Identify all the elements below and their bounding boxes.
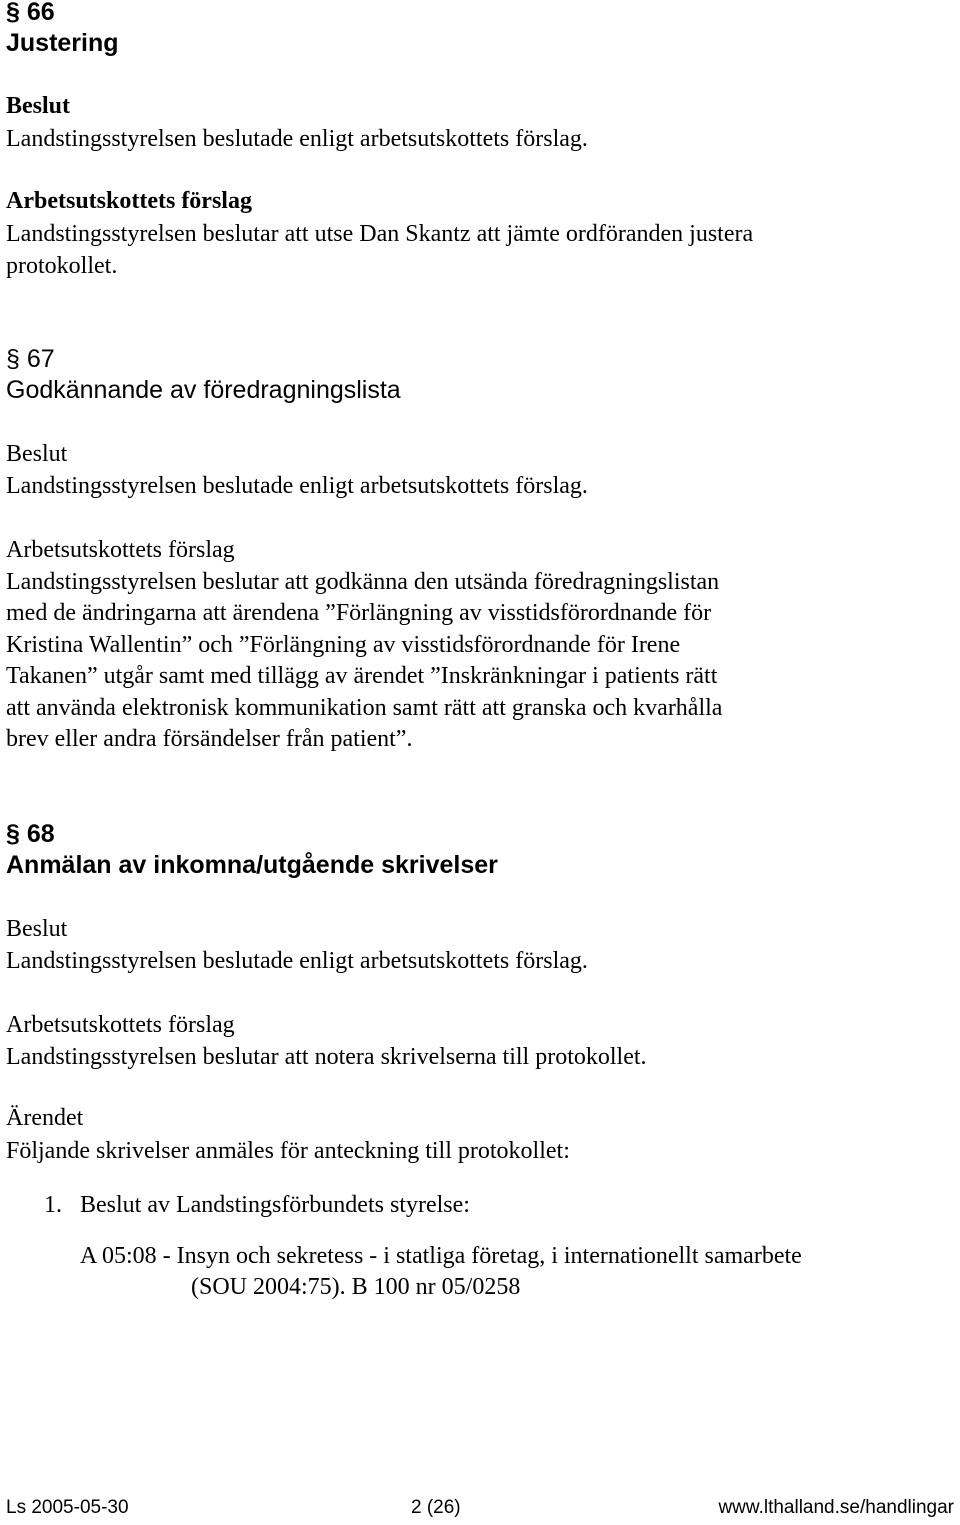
beslut-heading: Beslut [6, 441, 68, 467]
list-item-text: Beslut av Landstingsförbundets styrelse: [80, 1192, 470, 1218]
forslag-line: brev eller andra försändelser från patient”. [6, 726, 413, 752]
forslag-line: att använda elektronisk kommunikation samt rätt att granska och kvarhålla [6, 695, 723, 721]
forslag-heading: Arbetsutskottets förslag [6, 537, 235, 563]
beslut-heading: Beslut [6, 93, 71, 119]
forslag-line: Takanen” utgår samt med tillägg av ärendet ”Inskränkningar i patients rätt [6, 663, 718, 689]
forslag-line: Landstingsstyrelsen beslutar att utse Dan Skantz att jämte ordföranden justera [6, 221, 754, 247]
section-title: Justering [6, 29, 119, 57]
section-title: Godkännande av föredragningslista [6, 376, 401, 404]
forslag-heading: Arbetsutskottets förslag [6, 188, 252, 214]
list-item-detail: (SOU 2004:75). B 100 nr 05/0258 [191, 1274, 521, 1300]
beslut-text: Landstingsstyrelsen beslutade enligt arbetsutskottets förslag. [6, 126, 588, 152]
beslut-text: Landstingsstyrelsen beslutade enligt arbetsutskottets förslag. [6, 948, 588, 974]
forslag-line: Kristina Wallentin” och ”Förlängning av visstidsförordnande för Irene [6, 632, 681, 658]
list-item-detail: A 05:08 - Insyn och sekretess - i statliga företag, i internationellt samarbete [80, 1243, 802, 1269]
section-number: § 66 [6, 0, 55, 26]
forslag-line: Landstingsstyrelsen beslutar att notera skrivelserna till protokollet. [6, 1044, 647, 1070]
footer-page-number: 2 (26) [411, 1497, 461, 1518]
beslut-heading: Beslut [6, 916, 68, 942]
section-number: § 68 [6, 820, 55, 848]
list-item-number: 1. [44, 1192, 62, 1218]
arendet-heading: Ärendet [6, 1105, 84, 1131]
forslag-line: protokollet. [6, 253, 118, 279]
beslut-text: Landstingsstyrelsen beslutade enligt arbetsutskottets förslag. [6, 473, 588, 499]
footer-link[interactable]: www.lthalland.se/handlingar [718, 1497, 954, 1518]
section-number: § 67 [6, 345, 55, 373]
section-title: Anmälan av inkomna/utgående skrivelser [6, 851, 498, 879]
forslag-heading: Arbetsutskottets förslag [6, 1012, 235, 1038]
arendet-text: Följande skrivelser anmäles för anteckning till protokollet: [6, 1138, 570, 1164]
forslag-line: Landstingsstyrelsen beslutar att godkänna den utsända föredragningslistan [6, 569, 720, 595]
footer-date: Ls 2005-05-30 [6, 1497, 129, 1518]
forslag-line: med de ändringarna att ärendena ”Förlängning av visstidsförordnande för [6, 600, 712, 626]
